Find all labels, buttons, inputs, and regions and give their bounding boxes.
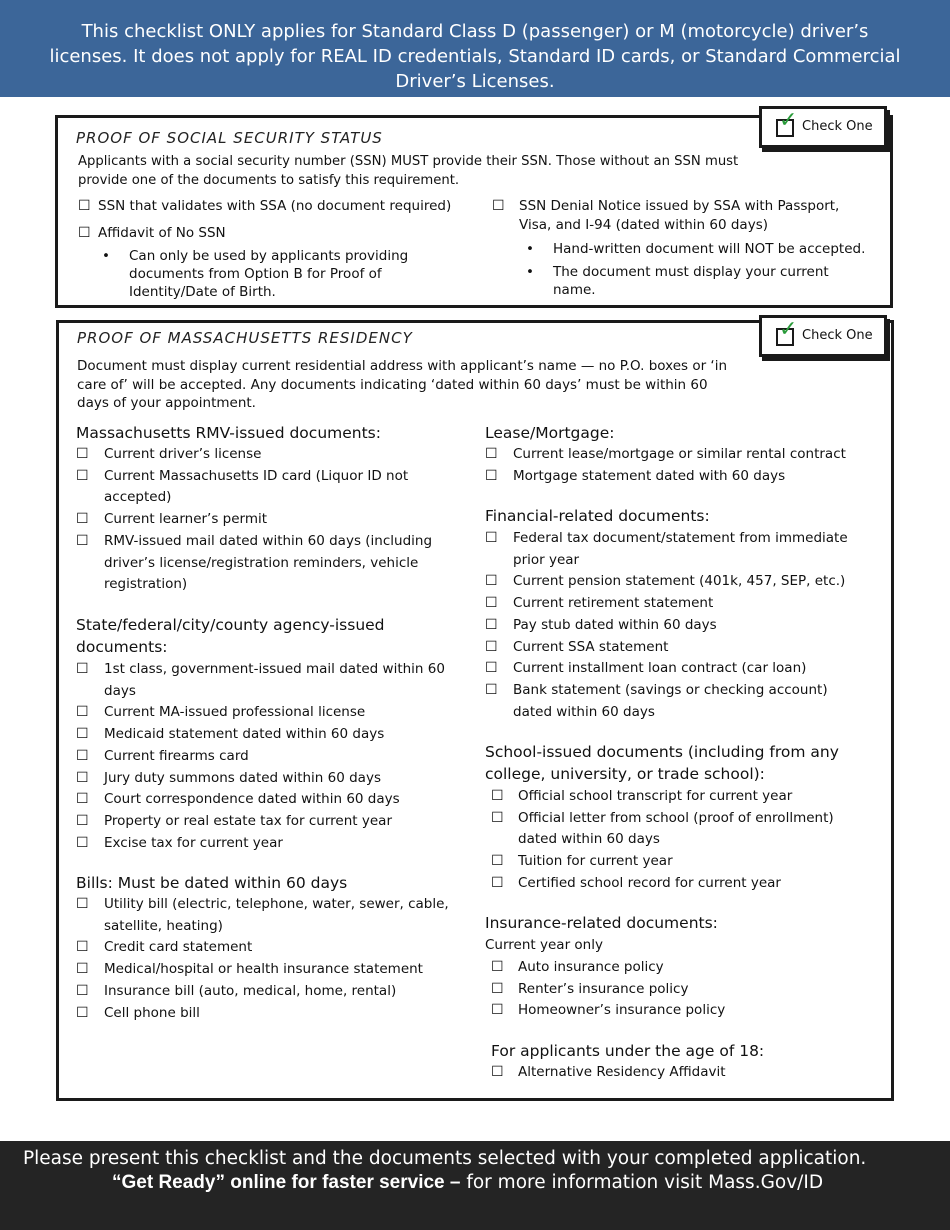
school-item[interactable] — [491, 786, 841, 808]
insurance-item-label: Auto insurance policy — [518, 959, 664, 975]
agency-item[interactable] — [76, 833, 456, 855]
ssn-check-one-badge — [759, 106, 887, 148]
lease-item-label: Mortgage statement dated with 60 days — [513, 467, 786, 484]
footer-visit-text: for more information visit Mass.Gov/ID — [460, 1172, 824, 1193]
minor-item-label: Alternative Residency Affidavit — [518, 1064, 726, 1080]
green-check-icon: ✓ — [779, 317, 798, 342]
agency-item-label: Excise tax for current year — [104, 834, 283, 851]
lease-list — [485, 444, 865, 487]
checkbox-icon[interactable]: ☐ — [76, 726, 89, 743]
rmv-list — [76, 444, 456, 596]
school-item-label: Official school transcript for current year — [518, 788, 793, 804]
school-heading: School-issued documents (including from any college, university, or trade school): — [485, 743, 839, 783]
checkbox-icon[interactable]: ☐ — [485, 446, 498, 462]
financial-heading: Financial-related documents: — [485, 507, 710, 525]
checkbox-icon[interactable]: ☐ — [491, 788, 504, 804]
notice-text: This checklist ONLY applies for Standard Class D (passenger) or M (motorcycle) driver’s licenses. It does not apply for REAL ID credentials, Standard ID cards, or Standard Commercial Driver’s Licenses. — [49, 21, 901, 92]
agency-item-label: Court correspondence dated within 60 days — [104, 791, 400, 808]
checkbox-icon[interactable]: ☐ — [76, 532, 89, 549]
check-one-label: Check One — [802, 119, 873, 134]
footer-line-1: Please present this checklist and the documents selected with your completed application. — [23, 1148, 867, 1169]
residency-title: PROOF OF MASSACHUSETTS RESIDENCY — [77, 329, 413, 347]
school-item[interactable] — [491, 808, 841, 851]
checkbox-icon[interactable]: ☐ — [76, 812, 89, 829]
residency-description: Document must display current residential address with applicant’s name — no P.O. boxes or ‘in care of’ will be accepted. Any documents indicating ‘dated within 60 days’ must be within 60 days of your appointment. — [77, 358, 728, 411]
agency-item-label: Property or real estate tax for current year — [104, 812, 392, 829]
bullet-icon: • — [526, 241, 534, 257]
agency-item[interactable] — [76, 789, 456, 811]
financial-item[interactable] — [485, 571, 865, 593]
rmv-item[interactable] — [76, 466, 456, 509]
rmv-item-label: Current learner’s permit — [104, 511, 268, 528]
school-item-label: Tuition for current year — [518, 853, 673, 870]
checkbox-icon[interactable]: ☐ — [492, 198, 505, 214]
financial-item-label: Current installment loan contract (car loan) — [513, 660, 807, 677]
rmv-item-label: RMV-issued mail dated within 60 days (including driver’s license/registration reminders, vehicle registration) — [104, 532, 433, 593]
checkbox-icon[interactable]: ☐ — [491, 853, 504, 870]
financial-item[interactable] — [485, 593, 865, 615]
checkbox-icon[interactable]: ☐ — [76, 834, 89, 851]
checkbox-icon[interactable]: ☐ — [76, 896, 89, 912]
agency-item-label: Current MA-issued professional license — [104, 704, 366, 721]
bill-item[interactable] — [76, 894, 456, 937]
bill-item[interactable] — [76, 1003, 456, 1025]
bill-item[interactable] — [76, 981, 456, 1003]
ssn-affidavit-note: • Can only be used by applicants providing documents from Option B for Proof of Identity/Date of Birth. — [102, 248, 409, 300]
financial-item-label: Bank statement (savings or checking account) dated within 60 days — [513, 681, 828, 720]
checkbox-icon[interactable]: ☐ — [76, 982, 89, 999]
insurance-heading: Insurance-related documents: — [485, 914, 718, 932]
minor-heading: For applicants under the age of 18: — [491, 1042, 765, 1060]
insurance-item[interactable] — [491, 1000, 841, 1022]
checkbox-icon[interactable]: ☐ — [78, 225, 91, 241]
bills-heading: Bills: Must be dated within 60 days — [76, 874, 348, 892]
checkbox-icon[interactable]: ☐ — [491, 1002, 504, 1019]
rmv-item-label: Current Massachusetts ID card (Liquor ID not accepted) — [104, 467, 409, 506]
checkbox-icon[interactable]: ☐ — [485, 573, 498, 590]
minor-list — [491, 1062, 841, 1084]
school-item-label: Certified school record for current year — [518, 874, 781, 891]
bill-item-label: Medical/hospital or health insurance statement — [104, 961, 423, 978]
ssn-denial-note-2: • The document must display your current name. — [526, 264, 829, 298]
agency-item[interactable] — [76, 659, 456, 702]
checkbox-icon[interactable]: ☐ — [485, 595, 498, 612]
financial-item-label: Pay stub dated within 60 days — [513, 616, 717, 633]
checkbox-icon[interactable]: ☐ — [485, 616, 498, 633]
minor-item[interactable] — [491, 1062, 841, 1084]
bullet-icon: • — [102, 248, 110, 264]
lease-heading: Lease/Mortgage: — [485, 424, 615, 442]
footer-line-2 — [112, 1171, 823, 1195]
checkbox-icon[interactable]: ☐ — [76, 467, 89, 484]
agency-item[interactable] — [76, 702, 456, 724]
agency-item[interactable] — [76, 724, 456, 746]
rmv-item-label: Current driver’s license — [104, 446, 262, 462]
bills-list — [76, 894, 456, 1024]
agency-item-label: 1st class, government-issued mail dated within 60 days — [104, 661, 445, 699]
checkbox-icon[interactable]: ☐ — [76, 704, 89, 721]
insurance-subheading: Current year only — [485, 937, 603, 953]
check-one-label: Check One — [802, 328, 873, 343]
bill-item-label: Insurance bill (auto, medical, home, rental) — [104, 982, 397, 999]
checkbox-icon[interactable]: ☐ — [76, 446, 89, 462]
financial-item[interactable] — [485, 658, 865, 680]
financial-item-label: Federal tax document/statement from immediate prior year — [513, 530, 848, 568]
rmv-item[interactable] — [76, 444, 456, 466]
checkbox-icon[interactable]: ☐ — [76, 961, 89, 978]
checkbox-icon[interactable]: ☐ — [76, 511, 89, 528]
checkbox-icon[interactable]: ☐ — [78, 198, 91, 214]
rmv-item[interactable] — [76, 509, 456, 531]
school-item[interactable] — [491, 851, 841, 873]
rmv-item[interactable] — [76, 531, 456, 596]
financial-item-label: Current retirement statement — [513, 595, 714, 612]
bill-item[interactable] — [76, 937, 456, 959]
agency-item[interactable] — [76, 811, 456, 833]
insurance-list — [491, 957, 841, 1022]
agency-item[interactable] — [76, 768, 456, 790]
checkbox-icon[interactable]: ☐ — [485, 467, 498, 484]
checkbox-icon[interactable]: ☐ — [76, 661, 89, 677]
school-item[interactable] — [491, 873, 841, 895]
checkbox-icon[interactable]: ☐ — [76, 747, 89, 764]
agency-item-label: Current firearms card — [104, 747, 249, 764]
insurance-item-label: Homeowner’s insurance policy — [518, 1002, 726, 1019]
financial-item-label: Current pension statement (401k, 457, SEP, etc.) — [513, 573, 846, 590]
school-item-label: Official letter from school (proof of enrollment) dated within 60 days — [518, 809, 834, 848]
ssn-title: PROOF OF SOCIAL SECURITY STATUS — [76, 129, 383, 147]
checkbox-icon[interactable]: ☐ — [76, 769, 89, 786]
checkbox-icon[interactable]: ☐ — [76, 791, 89, 808]
bill-item-label: Cell phone bill — [104, 1004, 200, 1021]
bill-item[interactable] — [76, 959, 456, 981]
checkbox-icon[interactable]: ☐ — [76, 939, 89, 956]
agency-list — [76, 659, 456, 854]
ssn-option-denial-notice[interactable]: ☐ SSN Denial Notice issued by SSA with Passport, Visa, and I-94 (dated within 60 days) — [492, 198, 840, 233]
agency-item-label: Medicaid statement dated within 60 days — [104, 726, 385, 743]
lease-item[interactable] — [485, 466, 865, 488]
checkbox-icon[interactable]: ☐ — [485, 638, 498, 655]
financial-list — [485, 528, 865, 723]
financial-item[interactable] — [485, 680, 865, 723]
checkbox-icon[interactable]: ☐ — [485, 681, 498, 698]
bill-item-label: Utility bill (electric, telephone, water, sewer, cable, satellite, heating) — [104, 896, 449, 934]
ssn-description: Applicants with a social security number (SSN) MUST provide their SSN. Those without an SSN must provide one of the documents to satisfy this requirement. — [78, 154, 739, 188]
ssn-option-validates[interactable]: ☐ SSN that validates with SSA (no document required) — [78, 196, 478, 217]
checkbox-icon[interactable]: ☐ — [485, 660, 498, 677]
ssn-option-affidavit[interactable]: ☐ Affidavit of No SSN — [78, 223, 478, 244]
green-check-icon: ✓ — [779, 108, 798, 133]
financial-item-label: Current SSA statement — [513, 638, 669, 655]
checkbox-icon[interactable]: ☐ — [491, 980, 504, 997]
financial-item[interactable] — [485, 528, 865, 571]
agency-item-label: Jury duty summons dated within 60 days — [104, 769, 381, 786]
financial-item[interactable] — [485, 615, 865, 637]
insurance-item-label: Renter’s insurance policy — [518, 980, 689, 997]
checkbox-icon[interactable]: ☐ — [491, 1064, 504, 1080]
checkbox-icon[interactable]: ☐ — [485, 530, 498, 546]
footer-get-ready: “Get Ready” online for faster service – — [112, 1172, 461, 1193]
bullet-icon: • — [526, 264, 534, 280]
notice-banner — [0, 0, 950, 97]
residency-check-one-badge — [759, 315, 887, 357]
checkbox-icon[interactable]: ☐ — [491, 809, 504, 826]
bill-item-label: Credit card statement — [104, 939, 253, 956]
financial-item[interactable] — [485, 637, 865, 659]
rmv-heading: Massachusetts RMV-issued documents: — [76, 424, 381, 442]
insurance-item[interactable] — [491, 979, 841, 1001]
insurance-item[interactable] — [491, 957, 841, 979]
footer-banner — [0, 1141, 950, 1230]
ssn-denial-note-1: • Hand-written document will NOT be accepted. — [526, 241, 866, 257]
lease-item-label: Current lease/mortgage or similar rental contract — [513, 446, 846, 462]
checkbox-icon[interactable]: ☐ — [76, 1004, 89, 1021]
lease-item[interactable] — [485, 444, 865, 466]
agency-heading: State/federal/city/county agency-issued documents: — [76, 616, 385, 656]
school-list — [491, 786, 841, 895]
checkbox-icon[interactable]: ☐ — [491, 874, 504, 891]
agency-item[interactable] — [76, 746, 456, 768]
checkbox-icon[interactable]: ☐ — [491, 959, 504, 975]
